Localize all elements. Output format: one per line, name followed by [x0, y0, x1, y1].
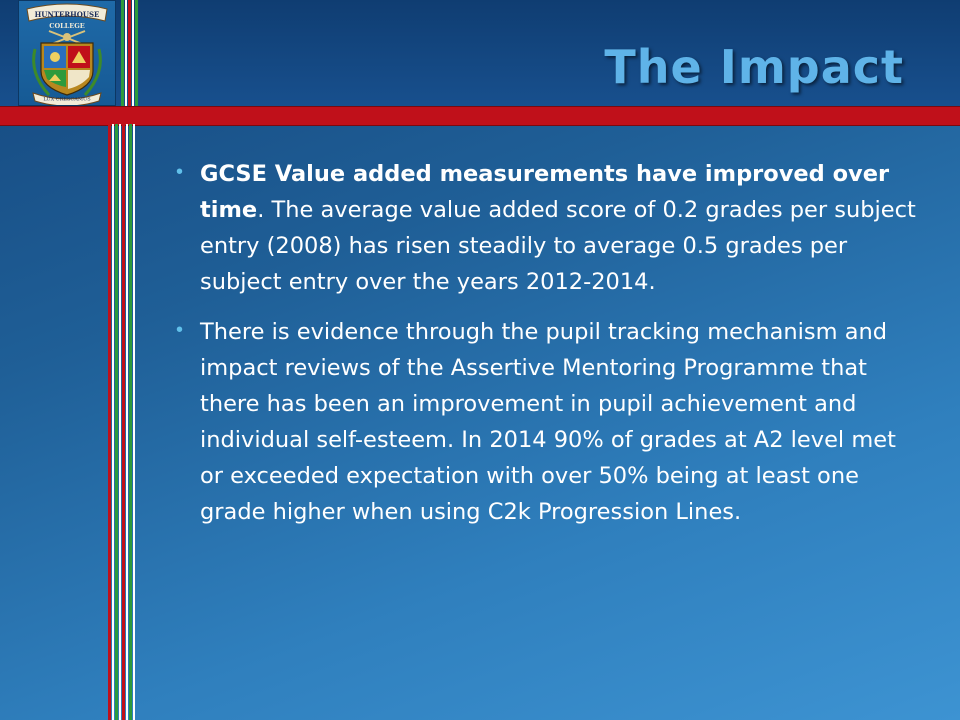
stripe-red: [108, 124, 111, 720]
stripe-green: [121, 0, 124, 106]
bullet-dot-icon: •: [176, 319, 184, 341]
red-divider-bar: [0, 106, 960, 126]
stripe-white: [112, 124, 114, 720]
crest-banner-text: HUNTERHOUSE: [34, 10, 100, 19]
bullet-body-text: There is evidence through the pupil tracking mechanism and impact reviews of the Assertive Mentoring Programme that there has been an improvement in pupil achievement and individual self-esteem. In 2014 90% of grades at A2 level met or exceeded expectation with over 50% being at least one grade higher when using C2k Progression Lines.: [200, 319, 896, 525]
bullet-body-text: . The average value added score of 0.2 grades per subject entry (2008) has risen steadily to average 0.5 grades per subject entry over the years 2012-2014.: [200, 197, 916, 295]
stripe-green: [135, 0, 138, 106]
bullet-bold-text: GCSE Value added measurements have improved over time: [200, 161, 890, 223]
stripe-green: [129, 124, 132, 720]
stripe-white: [119, 124, 121, 720]
bullet-text: [200, 156, 916, 300]
bullet-list: [176, 156, 916, 544]
stripe-red: [128, 0, 131, 106]
bullet-text: [200, 314, 916, 530]
stripe-white: [126, 124, 128, 720]
stripe-red: [122, 124, 125, 720]
crest-sub-text: COLLEGE: [49, 22, 85, 30]
bullet-dot-icon: •: [176, 161, 184, 183]
stripe-green: [115, 124, 118, 720]
stripe-white: [132, 0, 134, 106]
stripe-white: [133, 124, 135, 720]
crest-icon: [19, 1, 115, 105]
bullet-item: [176, 314, 916, 530]
slide-title: The Impact: [604, 40, 904, 94]
bullet-item: [176, 156, 916, 300]
crest-motto-text: LUX CRESCAMUS: [43, 96, 91, 103]
college-crest-logo: [18, 0, 116, 106]
stripe-white: [125, 0, 127, 106]
